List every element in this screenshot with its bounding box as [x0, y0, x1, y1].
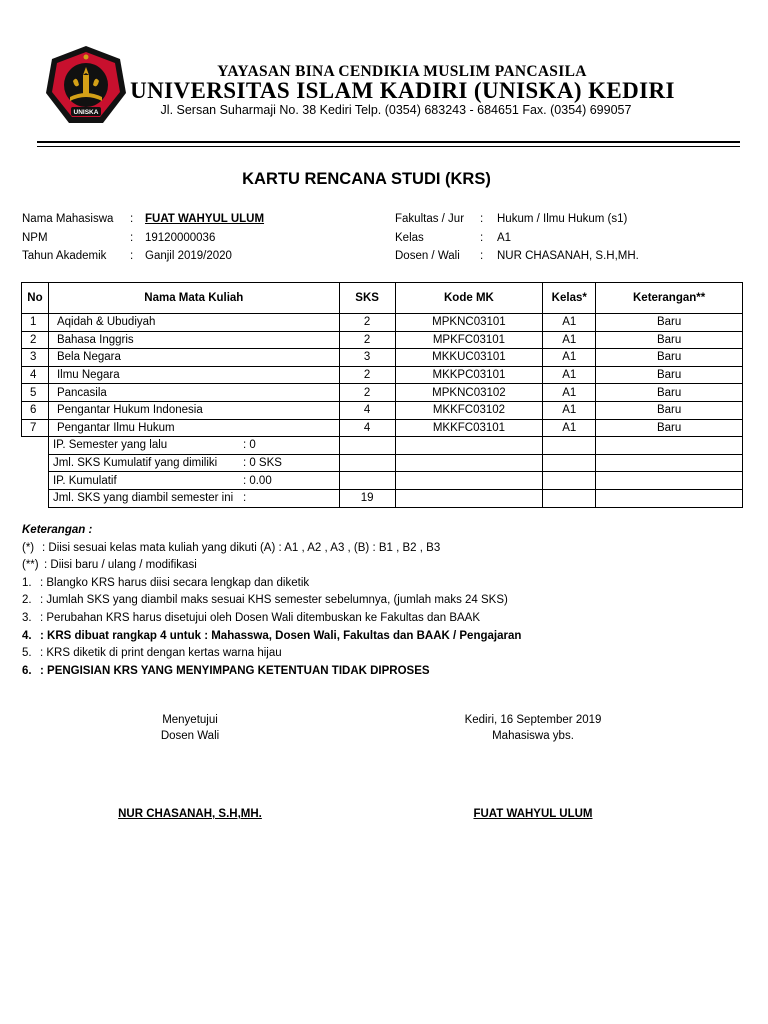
note-mark: 3.: [22, 611, 32, 624]
course-class: A1: [543, 331, 596, 349]
note-item: [22, 610, 521, 628]
note-item: [22, 592, 521, 610]
empty-cell: [395, 472, 543, 490]
course-note: Baru: [596, 401, 743, 419]
empty-cell: [395, 489, 543, 507]
approval-label: Menyetujui: [162, 714, 218, 726]
row-no: 2: [22, 331, 49, 349]
col-header-class: Kelas*: [543, 283, 596, 314]
row-no: 3: [22, 349, 49, 367]
name-label: Nama Mahasiswa: [22, 213, 114, 225]
info-row-advisor: [395, 247, 639, 266]
header-divider-thick: [37, 141, 740, 143]
signature-block-advisor: [90, 712, 290, 744]
row-no: 6: [22, 401, 49, 419]
advisor-role: Dosen Wali: [160, 730, 220, 742]
course-code: MKKFC03102: [395, 401, 543, 419]
col-header-code: Kode MK: [395, 283, 543, 314]
table-row: [22, 314, 743, 332]
course-sks: 4: [339, 419, 395, 437]
col-header-no: No: [22, 283, 49, 314]
course-name: Ilmu Negara: [48, 366, 339, 384]
course-note: Baru: [596, 349, 743, 367]
advisor-signature-name: NUR CHASANAH, S.H,MH.: [118, 808, 262, 820]
summary-label: Jml. SKS yang diambil semester ini: [52, 492, 234, 505]
summary-label: IP. Kumulatif: [52, 474, 117, 487]
colon: :: [480, 250, 484, 262]
course-code: MKKPC03101: [395, 366, 543, 384]
note-mark: 4.: [22, 629, 32, 642]
foundation-name: YAYASAN BINA CENDIKIA MUSLIM PANCASILA: [217, 63, 587, 80]
university-logo: [45, 45, 127, 127]
empty-cell: [22, 437, 49, 455]
col-header-sks: SKS: [339, 283, 395, 314]
note-item: [22, 540, 521, 558]
table-row: [22, 331, 743, 349]
summary-cell: [48, 437, 339, 455]
npm-label: NPM: [22, 231, 48, 244]
note-item: [22, 663, 521, 681]
col-header-note: Keterangan**: [596, 283, 743, 314]
summary-row-ip-semester: [22, 437, 743, 455]
note-text: : KRS diketik di print dengan kertas warna hijau: [40, 647, 282, 660]
course-note: Baru: [596, 314, 743, 332]
course-code: MPKNC03102: [395, 384, 543, 402]
note-mark: 2.: [22, 594, 32, 607]
faculty-value: Hukum / Ilmu Hukum (s1): [497, 213, 628, 225]
empty-cell: [596, 489, 743, 507]
summary-sks: [339, 437, 395, 455]
empty-cell: [395, 437, 543, 455]
empty-cell: [22, 489, 49, 507]
summary-value: : 0.00: [242, 474, 272, 487]
course-note: Baru: [596, 366, 743, 384]
class-value: A1: [497, 231, 512, 244]
summary-sks: [339, 472, 395, 490]
summary-row-ip-cumulative: [22, 472, 743, 490]
empty-cell: [543, 489, 596, 507]
note-text: : Blangko KRS harus diisi secara lengkap dan diketik: [40, 576, 310, 589]
note-mark: (*): [22, 541, 35, 554]
signature-block-student: [433, 712, 633, 744]
empty-cell: [543, 472, 596, 490]
empty-cell: [543, 454, 596, 472]
course-class: A1: [543, 384, 596, 402]
note-item: [22, 628, 521, 646]
university-name: UNIVERSITAS ISLAM KADIRI (UNISKA) KEDIRI: [130, 78, 675, 103]
document-title: KARTU RENCANA STUDI (KRS): [242, 170, 491, 188]
note-mark: 5.: [22, 647, 32, 660]
note-text: : Jumlah SKS yang diambil maks sesuai KHS semester sebelumnya, (jumlah maks 24 SKS): [40, 594, 508, 607]
note-item: [22, 645, 521, 663]
table-row: [22, 419, 743, 437]
course-name: Pengantar Hukum Indonesia: [48, 401, 339, 419]
course-note: Baru: [596, 384, 743, 402]
header-divider-thin: [37, 146, 740, 147]
course-class: A1: [543, 401, 596, 419]
summary-sks: 19: [339, 489, 395, 507]
summary-value: :: [242, 492, 247, 505]
course-note: Baru: [596, 331, 743, 349]
empty-cell: [22, 454, 49, 472]
col-header-course: Nama Mata Kuliah: [48, 283, 339, 314]
course-class: A1: [543, 366, 596, 384]
info-row-year: [22, 247, 264, 266]
notes-section: [22, 522, 521, 680]
svg-text:UNISKA: UNISKA: [73, 109, 99, 116]
student-info-left: [22, 210, 264, 266]
empty-cell: [596, 454, 743, 472]
course-note: Baru: [596, 419, 743, 437]
empty-cell: [543, 437, 596, 455]
info-row-npm: [22, 229, 264, 248]
row-no: 5: [22, 384, 49, 402]
note-mark: (**): [22, 559, 39, 572]
summary-sks: [339, 454, 395, 472]
advisor-value: NUR CHASANAH, S.H,MH.: [497, 250, 639, 262]
note-text: : Diisi sesuai kelas mata kuliah yang dikuti (A) : A1 , A2 , A3 , (B) : B1 , B2 , B3: [42, 541, 441, 554]
year-label: Tahun Akademik: [22, 250, 107, 262]
student-info-right: [395, 210, 639, 266]
student-signature-name: FUAT WAHYUL ULUM: [473, 808, 593, 820]
table-row: [22, 366, 743, 384]
row-no: 7: [22, 419, 49, 437]
notes-heading: Keterangan :: [22, 524, 93, 536]
empty-cell: [395, 454, 543, 472]
note-text: : KRS dibuat rangkap 4 untuk : Mahasswa, Dosen Wali, Fakultas dan BAAK / Pengajaran: [40, 629, 522, 642]
course-sks: 2: [339, 331, 395, 349]
summary-row-sks-cumulative: [22, 454, 743, 472]
course-table: [21, 282, 743, 508]
summary-cell: [48, 472, 339, 490]
course-class: A1: [543, 349, 596, 367]
table-row: [22, 401, 743, 419]
note-item: [22, 575, 521, 593]
course-sks: 2: [339, 366, 395, 384]
colon: :: [130, 231, 134, 244]
table-row: [22, 384, 743, 402]
place-date: Kediri, 16 September 2019: [464, 714, 602, 726]
table-header-row: [22, 283, 743, 314]
course-sks: 4: [339, 401, 395, 419]
course-sks: 2: [339, 384, 395, 402]
colon: :: [480, 231, 484, 244]
info-row-faculty: [395, 210, 639, 229]
course-sks: 3: [339, 349, 395, 367]
colon: :: [130, 213, 134, 225]
row-no: 4: [22, 366, 49, 384]
course-code: MPKFC03101: [395, 331, 543, 349]
note-text: : Diisi baru / ulang / modifikasi: [44, 559, 197, 572]
course-sks: 2: [339, 314, 395, 332]
faculty-label: Fakultas / Jur: [395, 213, 465, 225]
table-row: [22, 349, 743, 367]
colon: :: [480, 213, 484, 225]
note-item: [22, 557, 521, 575]
academic-year: Ganjil 2019/2020: [145, 250, 232, 262]
course-name: Bela Negara: [48, 349, 339, 367]
student-name: FUAT WAHYUL ULUM: [145, 213, 265, 225]
summary-cell: [48, 454, 339, 472]
info-row-class: [395, 229, 639, 248]
summary-row-sks-taken: [22, 489, 743, 507]
university-address: Jl. Sersan Suharmaji No. 38 Kediri Telp. (0354) 683243 - 684651 Fax. (0354) 699057: [160, 103, 632, 117]
note-mark: 6.: [22, 664, 32, 677]
class-label: Kelas: [395, 231, 424, 244]
colon: :: [130, 250, 134, 262]
course-class: A1: [543, 419, 596, 437]
empty-cell: [596, 437, 743, 455]
course-class: A1: [543, 314, 596, 332]
summary-label: IP. Semester yang lalu: [52, 439, 168, 452]
note-mark: 1.: [22, 576, 32, 589]
course-name: Aqidah & Ubudiyah: [48, 314, 339, 332]
course-code: MKKFC03101: [395, 419, 543, 437]
note-text: : PENGISIAN KRS YANG MENYIMPANG KETENTUAN TIDAK DIPROSES: [40, 664, 430, 677]
info-row-name: [22, 210, 264, 229]
course-name: Pengantar Ilmu Hukum: [48, 419, 339, 437]
empty-cell: [22, 472, 49, 490]
empty-cell: [596, 472, 743, 490]
summary-value: : 0 SKS: [242, 457, 282, 470]
row-no: 1: [22, 314, 49, 332]
course-name: Bahasa Inggris: [48, 331, 339, 349]
summary-value: : 0: [242, 439, 256, 452]
summary-label: Jml. SKS Kumulatif yang dimiliki: [52, 457, 218, 470]
note-text: : Perubahan KRS harus disetujui oleh Dosen Wali ditembuskan ke Fakultas dan BAAK: [40, 611, 481, 624]
student-npm: 19120000036: [145, 231, 216, 244]
advisor-label: Dosen / Wali: [395, 250, 460, 262]
summary-cell: [48, 489, 339, 507]
student-role: Mahasiswa ybs.: [492, 730, 574, 742]
course-name: Pancasila: [48, 384, 339, 402]
course-code: MKKUC03101: [395, 349, 543, 367]
course-code: MPKNC03101: [395, 314, 543, 332]
